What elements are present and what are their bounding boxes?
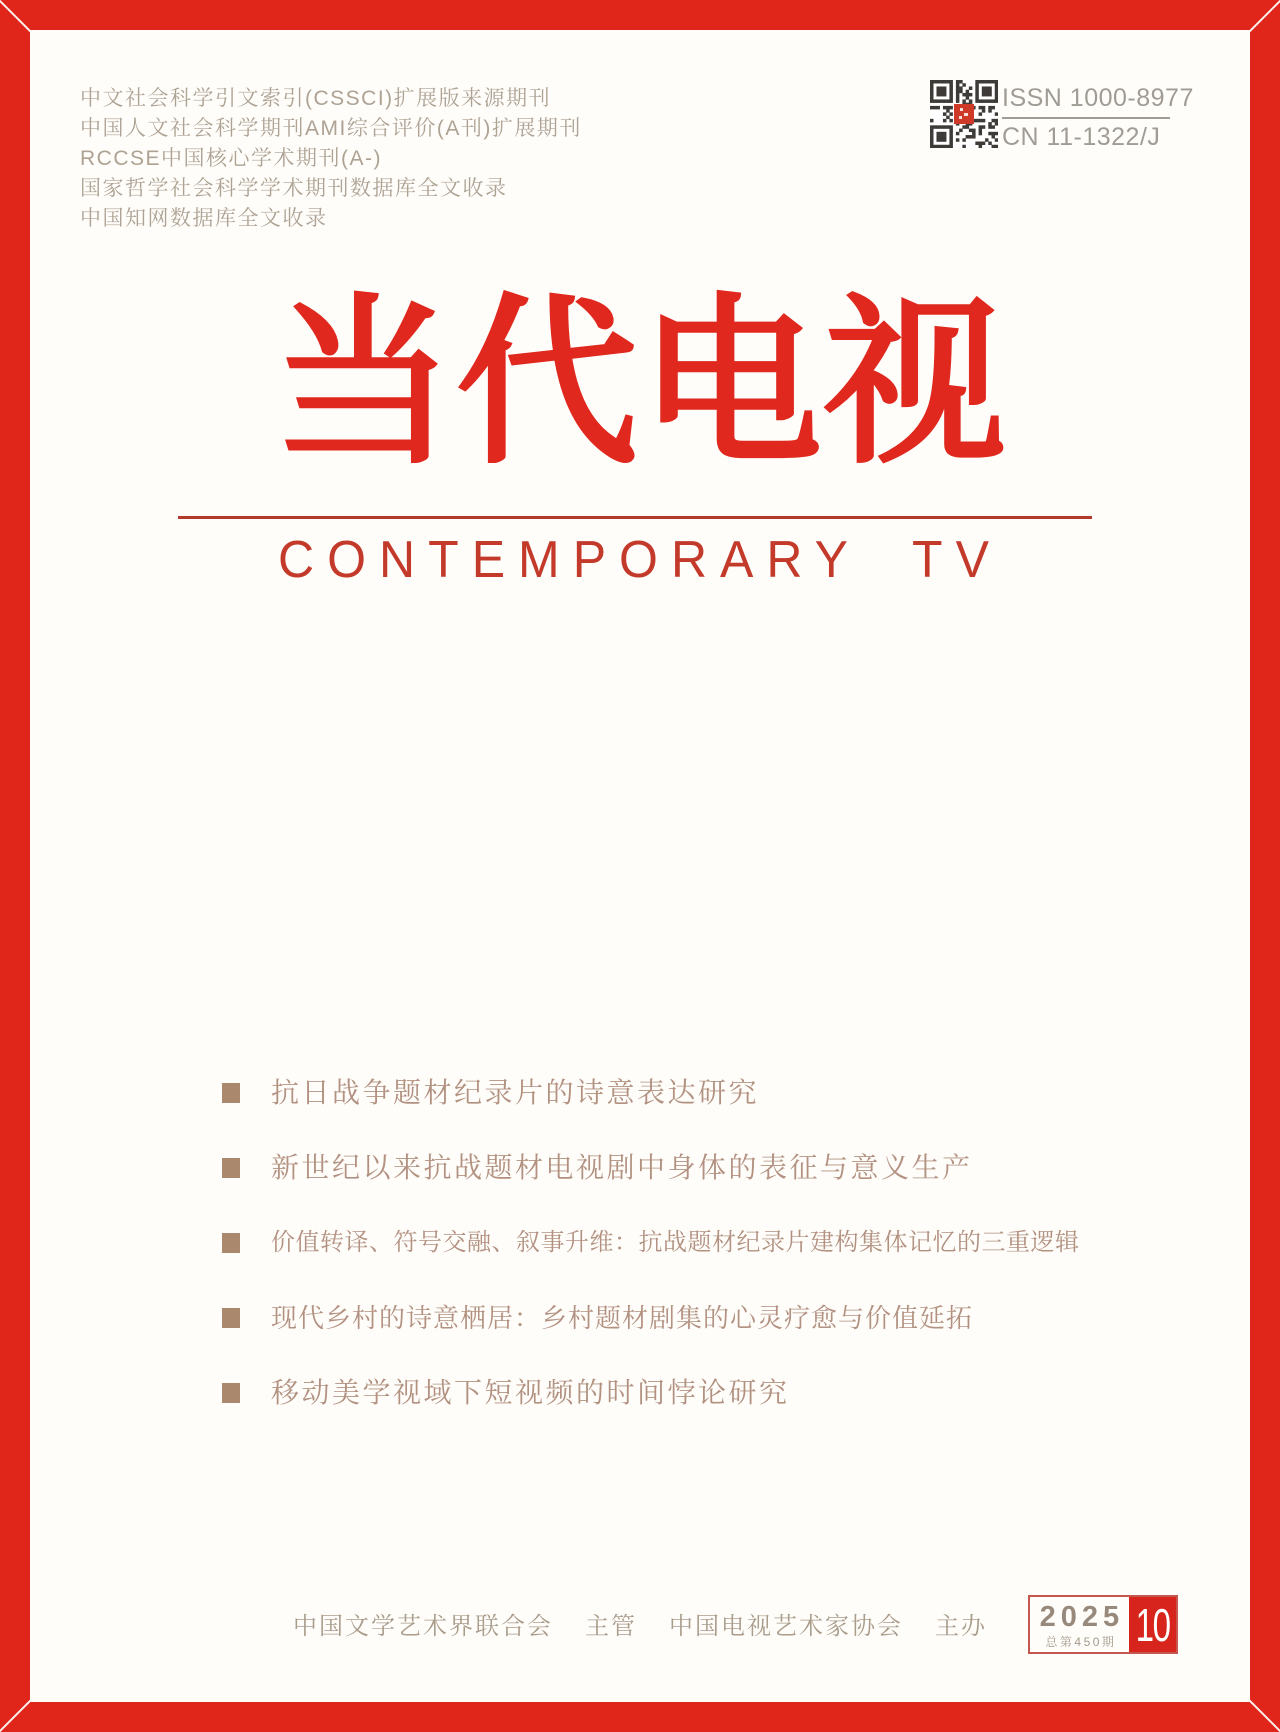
article-title: 价值转译、符号交融、叙事升维：抗战题材纪录片建构集体记忆的三重逻辑 — [271, 1228, 1080, 1256]
credential-line: RCCSE中国核心学术期刊(A-) — [80, 147, 382, 170]
sponsor-org: 中国电视艺术家协会 — [669, 1613, 903, 1640]
issue-number: 10 — [1135, 1598, 1170, 1651]
issue-year: 2025 — [1039, 1600, 1125, 1633]
credential-line: 中国人文社会科学期刊AMI综合评价(A刊)扩展期刊 — [80, 117, 582, 140]
journal-title-chinese: 当代电视 — [272, 275, 1008, 489]
cumulative-issue-number: 总第450期 — [1045, 1634, 1117, 1649]
issn-number: ISSN 1000-8977 — [1002, 84, 1194, 112]
article-title: 抗日战争题材纪录片的诗意表达研究 — [271, 1076, 760, 1108]
article-title: 移动美学视域下短视频的时间悖论研究 — [271, 1376, 790, 1408]
cn-number: CN 11-1322/J — [1002, 123, 1161, 151]
credential-line: 中文社会科学引文索引(CSSCI)扩展版来源期刊 — [80, 87, 552, 110]
supervisor-org: 中国文学艺术界联合会 — [293, 1613, 553, 1640]
article-title: 现代乡村的诗意栖居：乡村题材剧集的心灵疗愈与价值延拓 — [271, 1302, 974, 1333]
journal-title-english: CONTEMPORARY TV — [278, 529, 1002, 589]
credential-line: 中国知网数据库全文收录 — [80, 207, 328, 230]
article-title: 新世纪以来抗战题材电视剧中身体的表征与意义生产 — [271, 1151, 973, 1183]
supervisor-role: 主管 — [585, 1613, 637, 1640]
sponsor-role: 主办 — [935, 1613, 987, 1640]
credential-line: 国家哲学社会科学学术期刊数据库全文收录 — [80, 177, 508, 200]
